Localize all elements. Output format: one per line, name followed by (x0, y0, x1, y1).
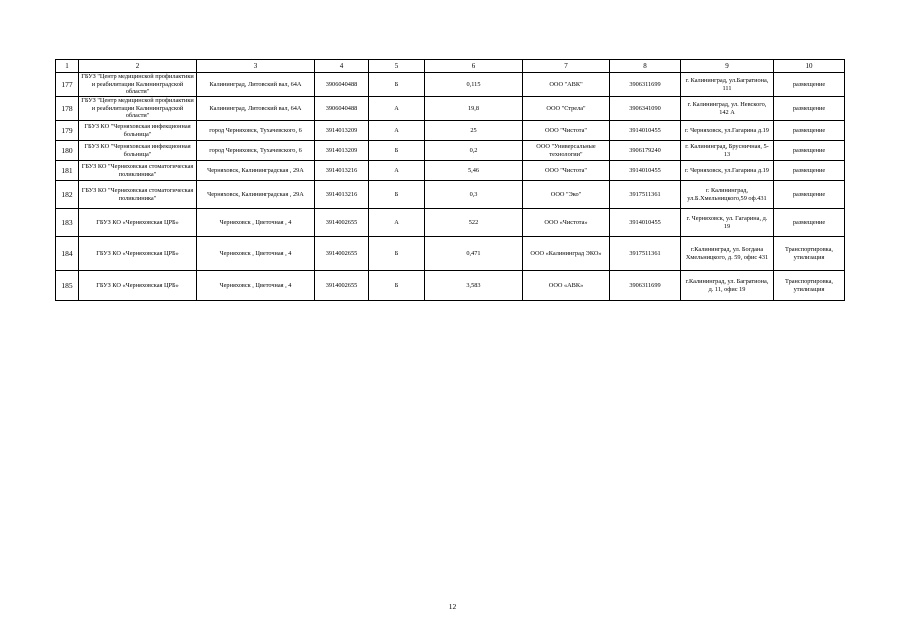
header-cell: 7 (523, 60, 610, 73)
address-cell: город Черняховск, Тухачевского, 6 (197, 141, 315, 161)
contractor-inn-cell: 3914010455 (610, 161, 681, 181)
hazard-class-cell: Б (369, 181, 425, 209)
inn-cell: 3914013216 (315, 181, 369, 209)
organization-cell: ГБУЗ КО "Черняховская инфекционная больница" (79, 141, 197, 161)
header-cell: 9 (681, 60, 774, 73)
activity-cell: размещение (774, 181, 845, 209)
row-number-cell: 177 (56, 73, 79, 97)
inn-cell: 3914002655 (315, 237, 369, 271)
activity-cell: размещение (774, 73, 845, 97)
organization-cell: ГБУЗ КО «Черняховская ЦРБ» (79, 237, 197, 271)
contractor-address-cell: г. Калининград, ул. Невского, 142 А (681, 97, 774, 121)
table-row (56, 97, 845, 121)
contractor-address-cell: г. Черняховск, ул. Гагарина, д. 19 (681, 209, 774, 237)
header-cell: 5 (369, 60, 425, 73)
amount-cell: 5,46 (425, 161, 523, 181)
inn-cell: 3914002655 (315, 209, 369, 237)
hazard-class-cell: А (369, 97, 425, 121)
contractor-cell: ООО "Эко" (523, 181, 610, 209)
table-row (56, 237, 845, 271)
contractor-inn-cell: 3906179240 (610, 141, 681, 161)
hazard-class-cell: А (369, 121, 425, 141)
organization-cell: ГБУЗ КО "Черняховская стоматогическая поликлиника" (79, 181, 197, 209)
contractor-address-cell: г.Калининград, ул. Богдана Хмельницкого, д. 59, офис 431 (681, 237, 774, 271)
address-cell: город Черняховск, Тухачевского, 6 (197, 121, 315, 141)
header-cell: 8 (610, 60, 681, 73)
hazard-class-cell: Б (369, 271, 425, 301)
table-row (56, 121, 845, 141)
contractor-cell: ООО «АВК» (523, 271, 610, 301)
contractor-inn-cell: 3917511361 (610, 181, 681, 209)
table-row (56, 181, 845, 209)
address-cell: Черняховск, Калининградская , 29А (197, 181, 315, 209)
table-row (56, 161, 845, 181)
activity-cell: размещение (774, 121, 845, 141)
hazard-class-cell: Б (369, 141, 425, 161)
row-number-cell: 185 (56, 271, 79, 301)
row-number-cell: 182 (56, 181, 79, 209)
organization-cell: ГБУЗ "Центр медицинской профилактики и реабилитации Калининградской области" (79, 97, 197, 121)
contractor-cell: ООО «Чистота» (523, 209, 610, 237)
organization-cell: ГБУЗ "Центр медицинской профилактики и реабилитации Калининградской области" (79, 73, 197, 97)
activity-cell: размещение (774, 141, 845, 161)
contractor-inn-cell: 3917511361 (610, 237, 681, 271)
row-number-cell: 183 (56, 209, 79, 237)
inn-cell: 3914002655 (315, 271, 369, 301)
contractor-inn-cell: 3906311699 (610, 271, 681, 301)
row-number-cell: 184 (56, 237, 79, 271)
address-cell: Калининград, Литовский вал, 64А (197, 73, 315, 97)
header-cell: 6 (425, 60, 523, 73)
contractor-cell: ООО "АВК" (523, 73, 610, 97)
table-row (56, 73, 845, 97)
header-cell: 10 (774, 60, 845, 73)
contractor-inn-cell: 3906341090 (610, 97, 681, 121)
amount-cell: 0,2 (425, 141, 523, 161)
inn-cell: 3914013209 (315, 121, 369, 141)
address-cell: Черняховск , Цветочная , 4 (197, 209, 315, 237)
inn-cell: 3914013216 (315, 161, 369, 181)
activity-cell: размещение (774, 209, 845, 237)
header-row (56, 60, 845, 73)
hazard-class-cell: А (369, 161, 425, 181)
organization-cell: ГБУЗ КО "Черняховская стоматогическая поликлиника" (79, 161, 197, 181)
row-number-cell: 178 (56, 97, 79, 121)
contractor-address-cell: г.Калининград, ул. Багратиона, д. 11, офис 19 (681, 271, 774, 301)
address-cell: Черняховск , Цветочная , 4 (197, 271, 315, 301)
contractor-cell: ООО "Стрела" (523, 97, 610, 121)
inn-cell: 3914013209 (315, 141, 369, 161)
contractor-cell: ООО "Чистота" (523, 161, 610, 181)
amount-cell: 19,8 (425, 97, 523, 121)
row-number-cell: 181 (56, 161, 79, 181)
table-row (56, 141, 845, 161)
waste-registry-table (55, 59, 845, 301)
inn-cell: 3906040488 (315, 97, 369, 121)
hazard-class-cell: Б (369, 73, 425, 97)
activity-cell: размещение (774, 97, 845, 121)
amount-cell: 0,471 (425, 237, 523, 271)
header-cell: 2 (79, 60, 197, 73)
contractor-address-cell: г. Калининград, ул.Б.Хмельницкого,59 оф.431 (681, 181, 774, 209)
organization-cell: ГБУЗ КО «Черняховская ЦРБ» (79, 271, 197, 301)
row-number-cell: 179 (56, 121, 79, 141)
activity-cell: Транспортировка, утилизация (774, 237, 845, 271)
activity-cell: Транспортировка, утилизация (774, 271, 845, 301)
amount-cell: 25 (425, 121, 523, 141)
hazard-class-cell: А (369, 209, 425, 237)
organization-cell: ГБУЗ КО "Черняховская инфекционная больница" (79, 121, 197, 141)
amount-cell: 0,115 (425, 73, 523, 97)
table-row (56, 271, 845, 301)
inn-cell: 3906040488 (315, 73, 369, 97)
contractor-cell: ООО "Универсальные технологии" (523, 141, 610, 161)
address-cell: Черняховск , Цветочная , 4 (197, 237, 315, 271)
header-cell: 1 (56, 60, 79, 73)
contractor-inn-cell: 3914010455 (610, 209, 681, 237)
organization-cell: ГБУЗ КО «Черняховская ЦРБ» (79, 209, 197, 237)
address-cell: Калининград, Литовский вал, 64А (197, 97, 315, 121)
contractor-address-cell: г. Черняховск, ул.Гагарина д.19 (681, 121, 774, 141)
address-cell: Черняховск, Калининградская , 29А (197, 161, 315, 181)
amount-cell: 522 (425, 209, 523, 237)
contractor-inn-cell: 3906311699 (610, 73, 681, 97)
amount-cell: 3,583 (425, 271, 523, 301)
row-number-cell: 180 (56, 141, 79, 161)
contractor-cell: ООО «Калининград ЭКО» (523, 237, 610, 271)
contractor-inn-cell: 3914010455 (610, 121, 681, 141)
contractor-address-cell: г. Калининград, ул.Багратиона, 111 (681, 73, 774, 97)
contractor-cell: ООО "Чистота" (523, 121, 610, 141)
hazard-class-cell: Б (369, 237, 425, 271)
contractor-address-cell: г. Черняховск, ул.Гагарина д.19 (681, 161, 774, 181)
page-number: 12 (448, 602, 457, 611)
contractor-address-cell: г. Калининград, Брусничная, 5-13 (681, 141, 774, 161)
header-cell: 3 (197, 60, 315, 73)
amount-cell: 0,3 (425, 181, 523, 209)
header-cell: 4 (315, 60, 369, 73)
activity-cell: размещение (774, 161, 845, 181)
table-row (56, 209, 845, 237)
